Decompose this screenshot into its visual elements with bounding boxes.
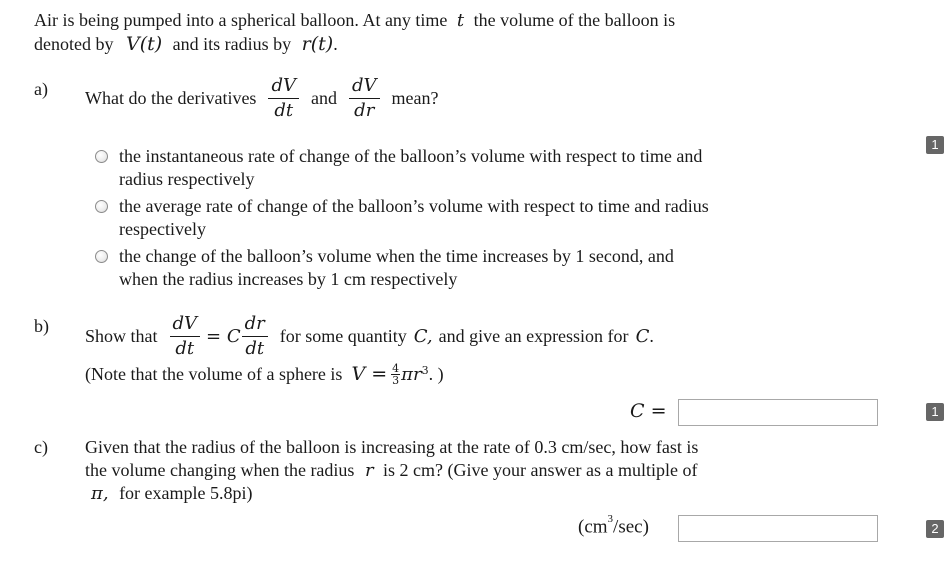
- answer-input-C[interactable]: [678, 399, 878, 426]
- var-pi: π,: [91, 483, 109, 504]
- points-badge-c: 2: [926, 520, 944, 538]
- question-text: and give an expression for: [438, 325, 629, 346]
- note-pi-r: πr: [401, 363, 422, 385]
- intro-text: Air is being pumped into a spherical balloon. At any time: [34, 10, 448, 30]
- points-badge-b: 1: [926, 403, 944, 421]
- equals-C: = C: [206, 325, 241, 347]
- var-V-of-t: V(t): [125, 33, 163, 55]
- var-t: t: [456, 10, 465, 31]
- intro-text: and its radius by: [172, 34, 292, 54]
- option-text-3[interactable]: [119, 245, 674, 291]
- option-line: when the radius increases by 1 cm respectively: [119, 269, 458, 289]
- fraction-four-thirds: [391, 363, 400, 386]
- part-c-line-2: [85, 460, 697, 481]
- answer-unit-label: [578, 513, 649, 538]
- fraction-numerator: 4: [392, 361, 400, 375]
- note-exponent: 3: [421, 363, 429, 377]
- fraction-denominator: dr: [354, 99, 375, 121]
- points-badge-a: 1: [926, 136, 944, 154]
- option-line: the average rate of change of the balloon’s volume with respect to time and radius: [119, 196, 709, 216]
- option-radio-1[interactable]: [95, 150, 108, 163]
- part-a-question: [85, 72, 438, 124]
- fraction-numerator: dr: [242, 314, 268, 337]
- part-a-label: a): [34, 79, 48, 99]
- question-text: What do the derivatives: [85, 87, 257, 108]
- part-b-label: b): [34, 316, 49, 336]
- fraction-dV-dt: [268, 76, 299, 121]
- question-text: is 2 cm? (Give your answer as a multiple of: [383, 460, 698, 480]
- question-period: .: [649, 325, 654, 346]
- intro-line-1: [34, 10, 675, 31]
- question-text: for example 5.8pi): [119, 483, 253, 503]
- fraction-numerator: dV: [349, 76, 380, 99]
- var-r-of-t: r(t): [301, 33, 334, 55]
- fraction-denominator: dt: [274, 99, 294, 121]
- fraction-dV-dt: [170, 314, 201, 359]
- note-V-equals: V =: [351, 363, 388, 385]
- question-text: and: [310, 87, 337, 108]
- question-text: the volume changing when the radius: [85, 460, 355, 480]
- intro-text: denoted by: [34, 34, 114, 54]
- part-c-line-3: [91, 483, 253, 504]
- fraction-denominator: dt: [245, 337, 265, 359]
- answer-input-rate[interactable]: [678, 515, 878, 542]
- intro-text: the volume of the balloon is: [473, 10, 676, 30]
- unit-exponent: 3: [607, 513, 614, 525]
- question-text: for some quantity: [279, 325, 407, 346]
- note-text: (Note that the volume of a sphere is: [85, 363, 343, 384]
- option-radio-3[interactable]: [95, 250, 108, 263]
- var-C: C,: [413, 325, 433, 347]
- var-C: C: [635, 325, 650, 347]
- unit-text: (cm: [578, 516, 608, 538]
- part-c-label: c): [34, 437, 48, 457]
- option-line: the change of the balloon’s volume when the time increases by 1 second, and: [119, 246, 674, 266]
- part-b-note: [85, 361, 444, 387]
- part-b-statement: [85, 310, 654, 362]
- question-text: Show that: [85, 325, 158, 346]
- unit-text: /sec): [613, 516, 649, 538]
- var-r: r: [364, 460, 374, 481]
- option-line: radius respectively: [119, 169, 255, 189]
- fraction-dV-dr: [349, 76, 380, 121]
- fraction-dr-dt: [242, 314, 268, 359]
- fraction-numerator: dV: [170, 314, 201, 337]
- option-line: respectively: [119, 219, 206, 239]
- fraction-denominator: 3: [392, 373, 400, 387]
- option-text-2[interactable]: [119, 195, 709, 241]
- intro-line-2: [34, 33, 338, 55]
- answer-label-C: C =: [630, 400, 667, 422]
- fraction-numerator: dV: [268, 76, 299, 99]
- part-c-line-1: Given that the radius of the balloon is increasing at the rate of 0.3 cm/sec, how fast is: [85, 437, 699, 457]
- option-line: the instantaneous rate of change of the balloon’s volume with respect to time and: [119, 146, 703, 166]
- option-radio-2[interactable]: [95, 200, 108, 213]
- fraction-denominator: dt: [175, 337, 195, 359]
- option-text-1[interactable]: [119, 145, 702, 191]
- question-text: mean?: [391, 87, 439, 108]
- note-end: . ): [428, 363, 444, 384]
- intro-period: .: [333, 34, 338, 54]
